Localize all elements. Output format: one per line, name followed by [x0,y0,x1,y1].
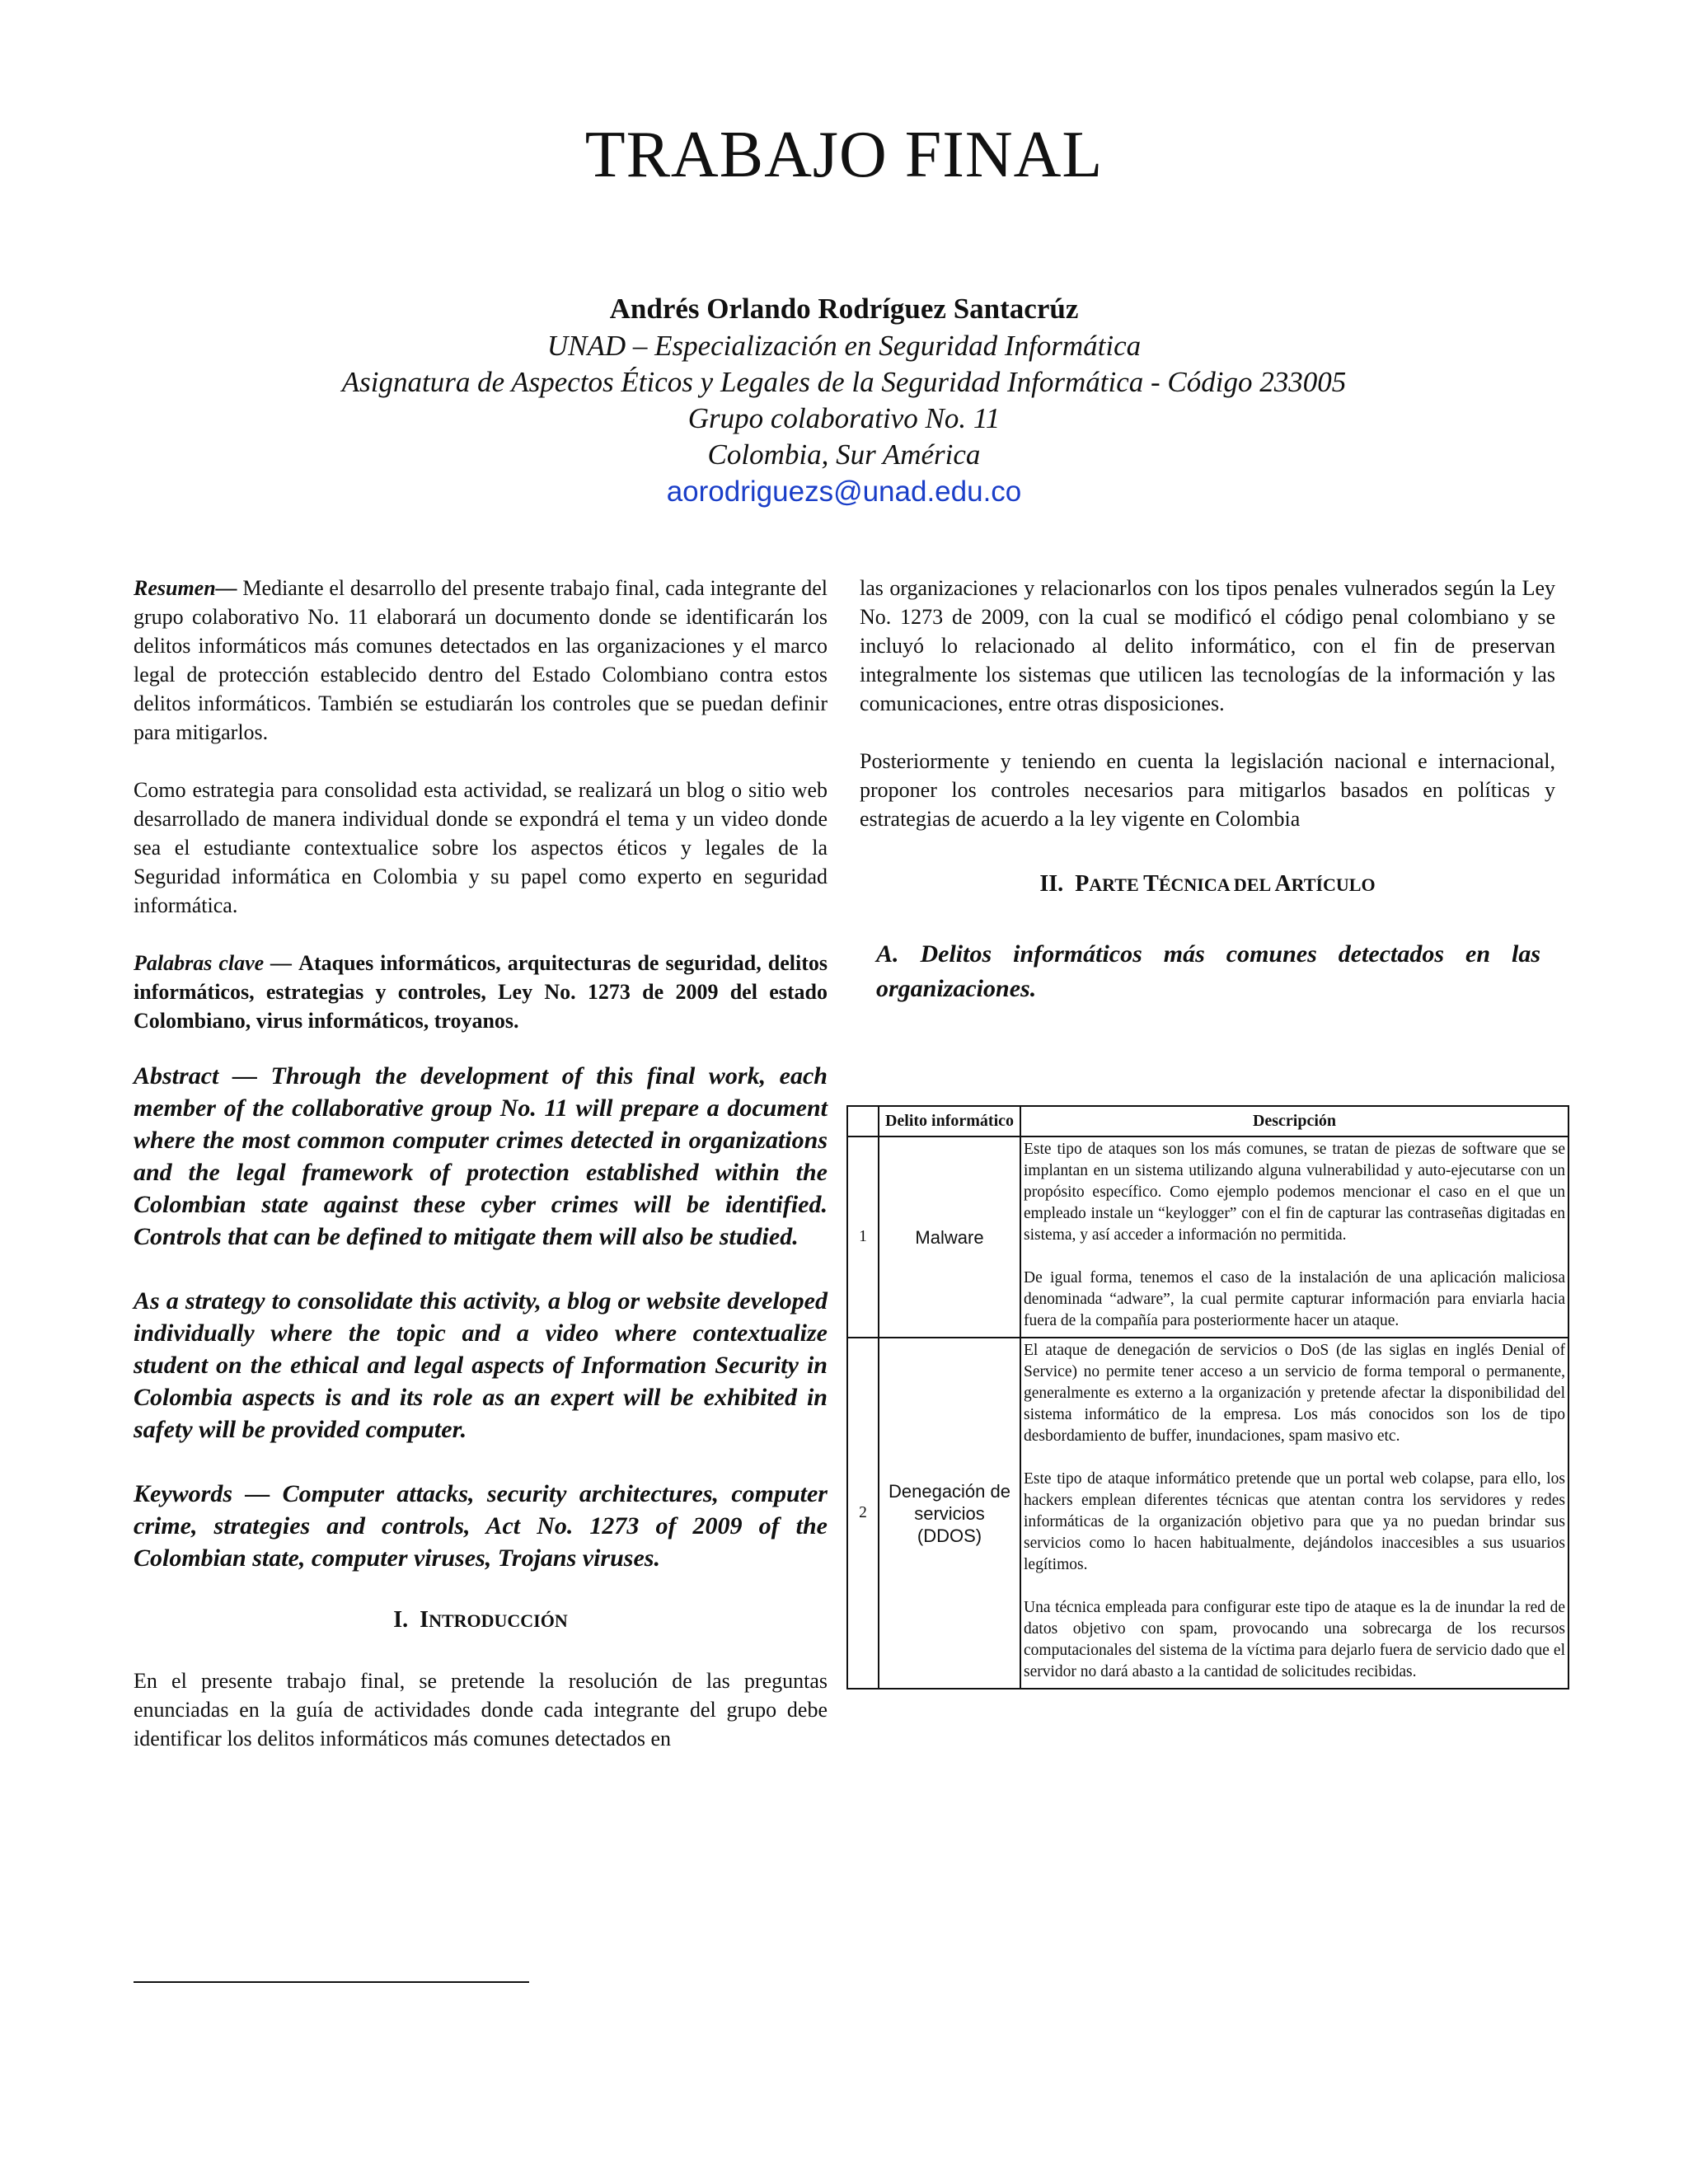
subsection-heading: A. Delitos informáticos más comunes detectados en las organizaciones. [876,940,1540,1002]
affiliation-line: UNAD – Especialización en Seguridad Informática [546,330,1142,362]
affiliation-line: Grupo colaborativo No. 11 [687,402,1001,434]
section-heading-introduccion: I. INTRODUCCIÓN [393,1607,568,1633]
abstract-keywords: Keywords — Computer attacks, security architectures, computer crime, strategies and controls, Act No. 1273 of 2009 of the Colombian state, computer viruses, Trojans viruses. [134,1480,828,1572]
palabras-clave-label: Palabras clave — [134,951,299,975]
left-column [134,574,828,1753]
resumen-paragraph [134,574,828,747]
page-title: TRABAJO FINAL [584,119,1104,191]
delito-name: Malware [879,1137,1020,1338]
resumen-text: Mediante el desarrollo del presente trabajo final, cada integrante del grupo colaborativo No. 11 elaborará un documento donde se identificarán los delitos informáticos más comunes detectados en las organizaciones y el marco legal de protección establecido dentro del Estado Colombiano contra estos delitos informáticos. También se estudiarán los controles que se puedan definir para mitigarlos. [134,576,828,744]
author-block [0,290,1688,511]
right-paragraph-2: Posteriormente y teniendo en cuenta la legislación nacional e internacional, proponer los controles necesarios para mitigarlos basados en políticas y estrategias de acuerdo a la ley vigente en Colombia [860,749,1555,831]
delito-name: Denegación de servicios (DDOS) [879,1338,1020,1689]
delito-description: El ataque de denegación de servicios o DoS (de las siglas en inglés Denial of Service) no permite tener acceso a un servicio de forma temporal o permanente, generalmente es externo a la organización y pretende afectar la disponibilidad del sistema informático de la empresa. Los más conocidos son los de tipo desbordamiento de buffer, inundaciones, spam masivo etc. Este tipo de ataque informático pretende que un portal web colapse, para ello, los hackers emplean diferentes técnicas que atentan contra los servidores y redes informáticas de la organización objetivo para que ya no puedan brindar sus servicios como lo hacen habitualmente, dejándolos inaccesibles a sus usuarios legítimos. Una técnica empleada para configurar este tipo de ataque es la de inundar la red de datos objetivo con spam, provocando una sobrecarga de los recursos computacionales del sistema de la víctima para dejarlo fuera de servicio dado que el servidor no dará abasto a la cantidad de solicitudes recibidas. [1020,1338,1568,1689]
right-column [860,574,1555,1006]
table-row [847,1137,1568,1338]
table-header-row [847,1106,1568,1137]
affiliation-line: Colombia, Sur América [707,438,981,471]
section-heading-parte-tecnica: II. PARTE TÉCNICA DEL ARTÍCULO [1039,871,1376,897]
palabras-clave-text: Ataques informáticos, arquitecturas de seguridad, delitos informáticos, estrategias y controles, Ley No. 1273 de 2009 del estado Colombiano, virus informáticos, troyanos. [134,951,828,1033]
palabras-clave [134,949,828,1035]
author-name: Andrés Orlando Rodríguez Santacrúz [609,293,1079,325]
table-row [847,1338,1568,1689]
row-number: 1 [847,1137,879,1338]
abstract-paragraph-1: Abstract — Through the development of this final work, each member of the collaborative group No. 11 will prepare a document where the most common computer crimes detected in organizations and the legal framework of protection established within the Colombian state against these cyber crimes will be identified. Controls that can be defined to mitigate them will also be studied. [134,1062,828,1250]
table-header-delito: Delito informático [879,1106,1020,1137]
affiliation-line: Asignatura de Aspectos Éticos y Legales de la Seguridad Informática - Código 233005 [341,366,1347,398]
table-header-descripcion: Descripción [1020,1106,1568,1137]
delito-description: Este tipo de ataques son los más comunes, se tratan de piezas de software que se implantan en un sistema utilizando alguna vulnerabilidad y auto-ejecutarse con un propósito específico. Como ejemplo podemos mencionar el caso en el que un empleado instale un “keylogger” con el fin de capturar las contraseñas digitadas en sistema, y así acceder a información no permitida. De igual forma, tenemos el caso de la instalación de una aplicación maliciosa denominada “adware”, la cual permite capturar información para enviarla hacia fuera de la compañía para posteriormente hacer un ataque. [1020,1137,1568,1338]
right-paragraph-1: las organizaciones y relacionarlos con los tipos penales vulnerados según la Ley No. 1273 de 2009, con la cual se modificó el código penal colombiano y se incluyó lo relacionado al delito informático, con el fin de preservan integralmente los sistemas que utilicen las tecnologías de la información y las comunicaciones, entre otras disposiciones. [860,576,1555,715]
row-number: 2 [847,1338,879,1689]
resumen-paragraph-2: Como estrategia para consolidad esta actividad, se realizará un blog o sitio web desarrollado de manera individual donde se expondrá el tema y un video donde sea el estudiante contextualice sobre los aspectos éticos y legales de la Seguridad informática en Colombia y su papel como experto en seguridad informática. [134,778,828,917]
delitos-table [846,1105,1569,1690]
footnote-separator [134,1981,529,1983]
abstract-block [134,1060,828,1574]
author-email-link[interactable]: aorodriguezs@unad.edu.co [666,476,1022,508]
abstract-paragraph-2: As a strategy to consolidate this activity, a blog or website developed individually where the topic and a video where contextualize student on the ethical and legal aspects of Information Security in Colombia aspects is and its role as an expert will be exhibited in safety will be provided computer. [134,1287,828,1443]
introduccion-paragraph: En el presente trabajo final, se pretende la resolución de las preguntas enunciadas en la guía de actividades donde cada integrante del grupo debe identificar los delitos informáticos más comunes detectados en [134,1669,828,1750]
resumen-label: Resumen— [134,576,237,600]
